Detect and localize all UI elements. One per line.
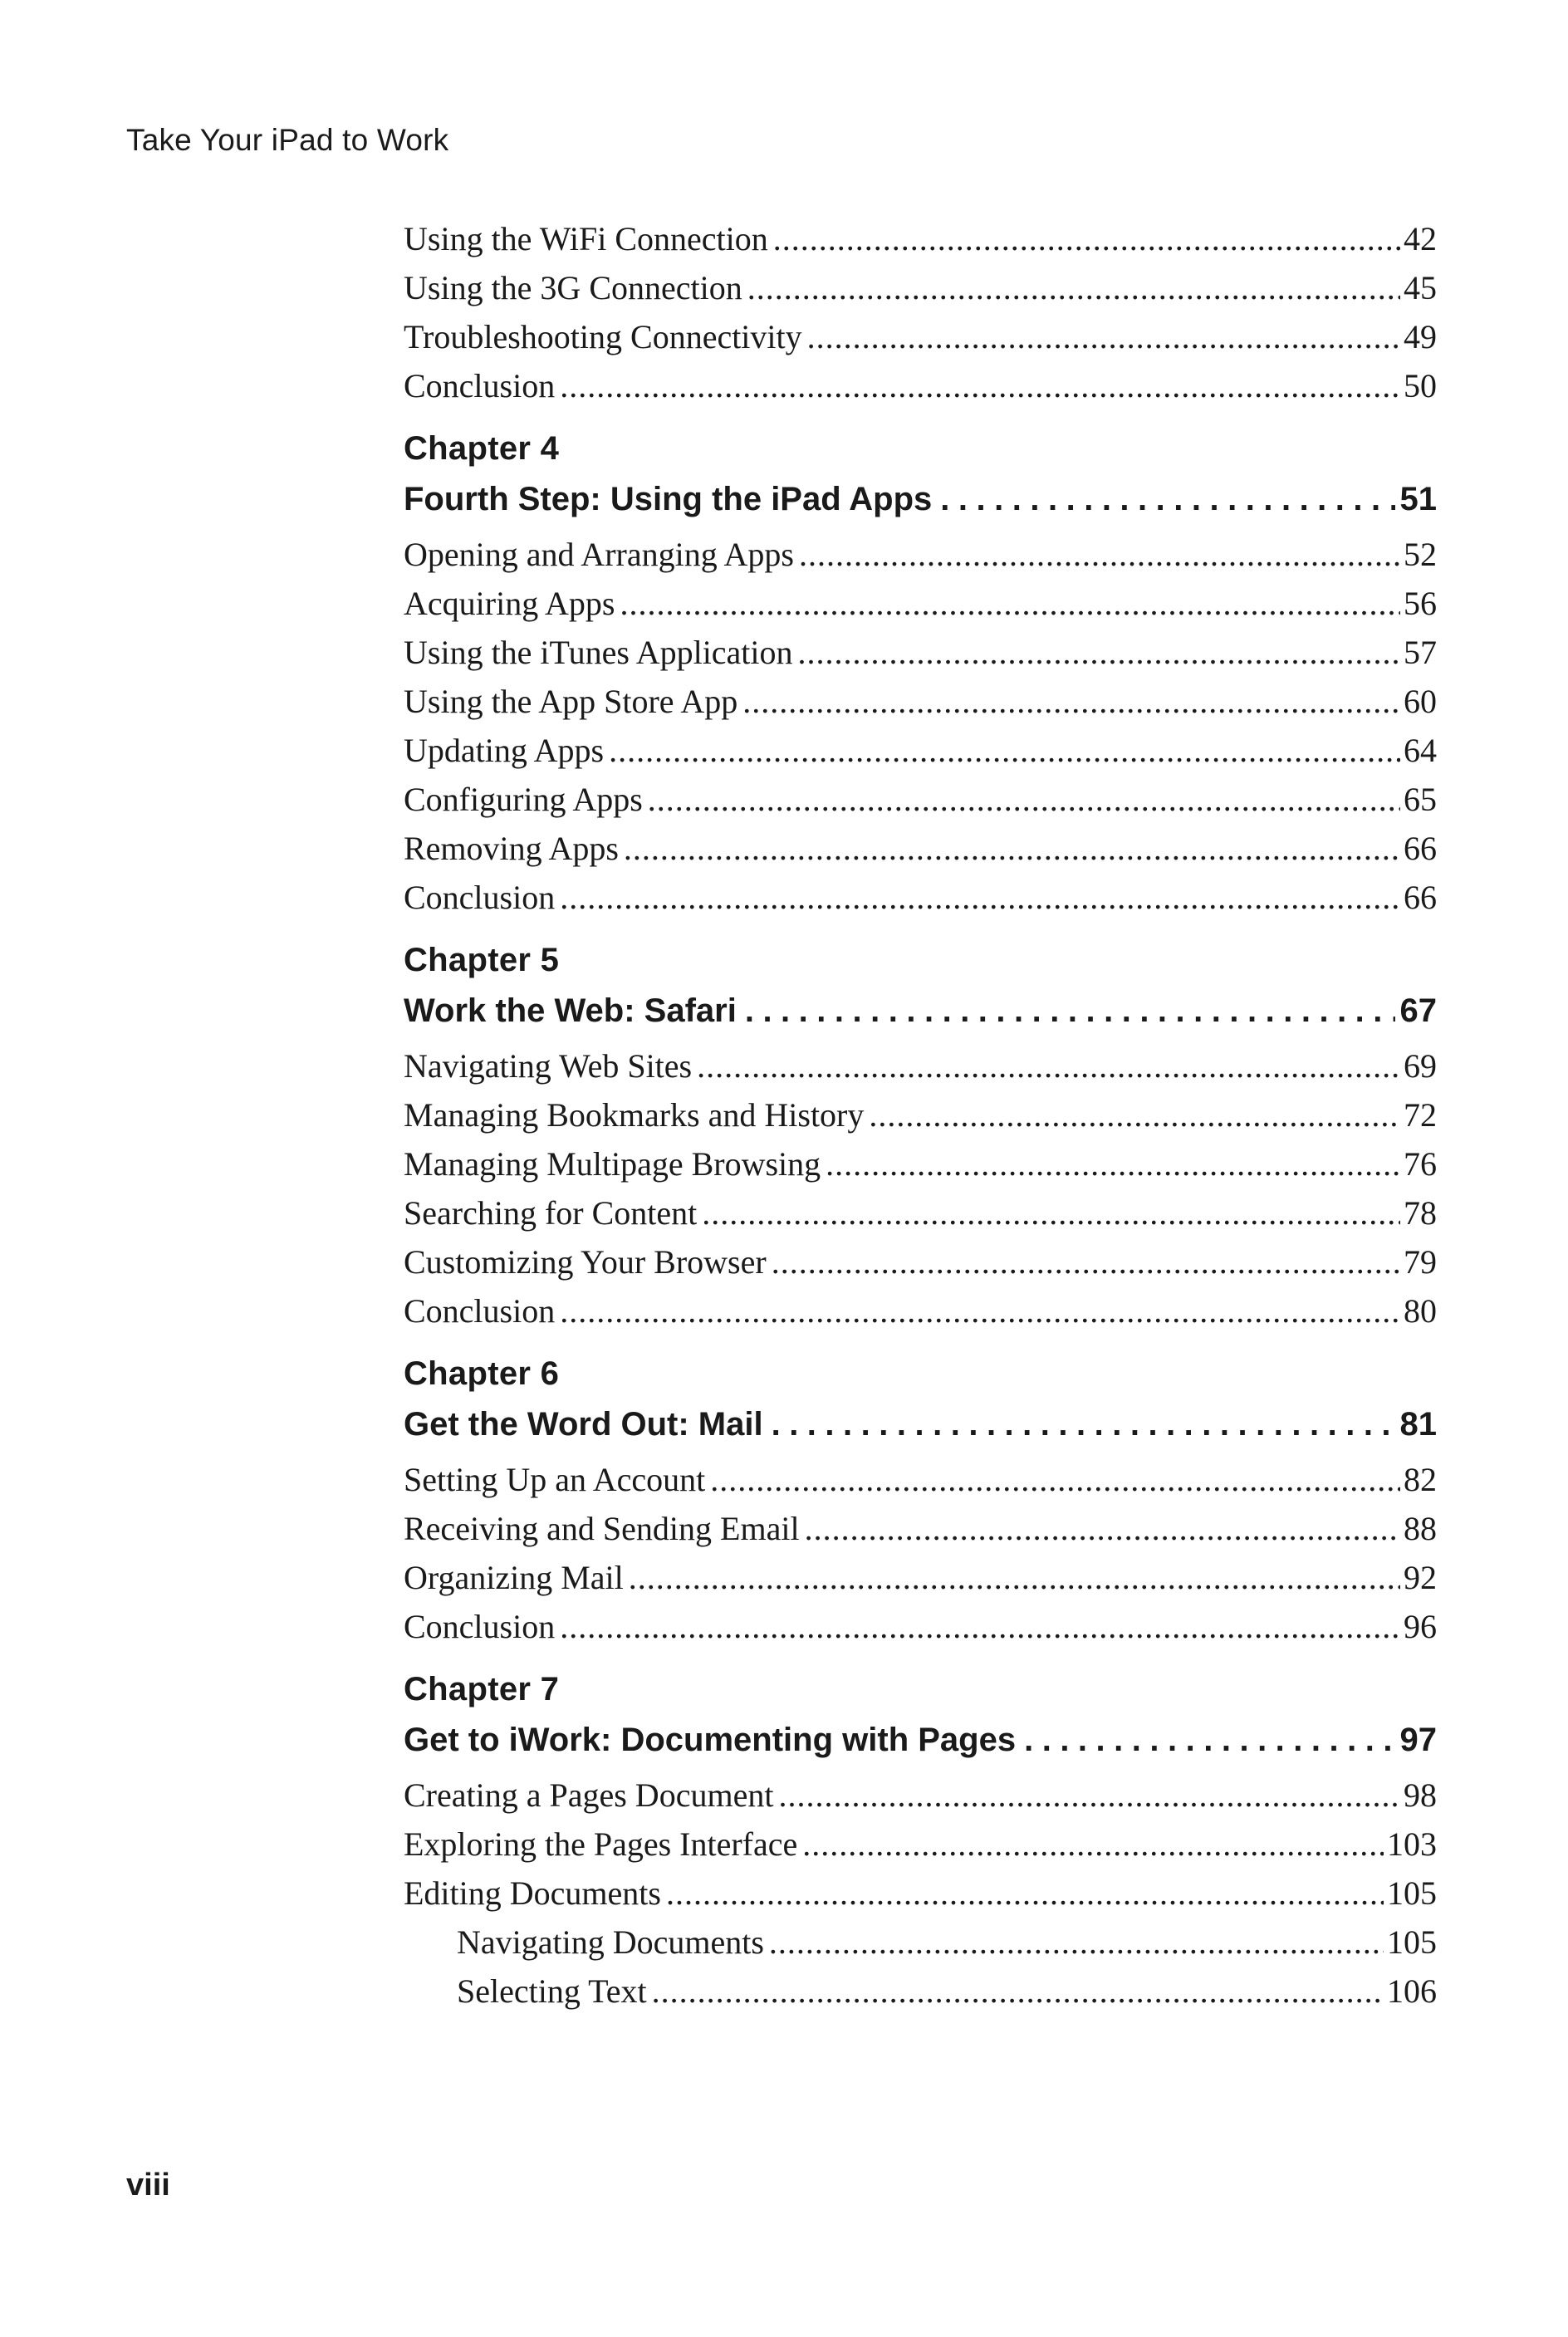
entry-title: Configuring Apps xyxy=(404,781,643,818)
entry-page: 78 xyxy=(1404,1194,1437,1232)
entry-page: 50 xyxy=(1404,367,1437,404)
entry-page: 96 xyxy=(1404,1608,1437,1645)
entry-title: Removing Apps xyxy=(404,830,619,867)
dot-leader xyxy=(799,530,1400,579)
entry-title: Using the 3G Connection xyxy=(404,269,742,306)
entry-page: 56 xyxy=(1404,585,1437,622)
toc-entry[interactable] xyxy=(404,1504,1437,1553)
entry-title: Troubleshooting Connectivity xyxy=(404,318,802,355)
entry-page: 60 xyxy=(1404,683,1437,720)
toc-entry[interactable] xyxy=(404,775,1437,824)
toc-entry[interactable] xyxy=(404,361,1437,410)
dot-leader xyxy=(560,873,1400,922)
toc-entry[interactable] xyxy=(404,1041,1437,1090)
chapter-label: Chapter 5 xyxy=(404,942,560,978)
entry-title: Customizing Your Browser xyxy=(404,1243,767,1281)
entry-page: 92 xyxy=(1404,1559,1437,1596)
dot-leader xyxy=(807,312,1400,361)
entry-title: Conclusion xyxy=(404,879,556,916)
entry-title: Using the iTunes Application xyxy=(404,634,793,671)
toc-entry[interactable] xyxy=(404,1237,1437,1286)
dot-leader xyxy=(769,1918,1384,1967)
toc-subentry[interactable] xyxy=(404,1918,1437,1967)
chapter-page: 81 xyxy=(1399,1406,1437,1443)
dot-leader xyxy=(826,1139,1400,1188)
chapter-title-link[interactable] xyxy=(404,1712,1437,1767)
entry-page: 57 xyxy=(1404,634,1437,671)
dot-leader xyxy=(747,263,1400,312)
toc-entry[interactable] xyxy=(404,628,1437,677)
dot-leader xyxy=(1024,1712,1394,1767)
dot-leader xyxy=(697,1041,1400,1090)
toc-entry[interactable] xyxy=(404,1869,1437,1918)
dot-leader xyxy=(742,677,1400,726)
chapter-title-link[interactable] xyxy=(404,1397,1437,1452)
dot-leader xyxy=(648,775,1400,824)
toc-entry[interactable] xyxy=(404,824,1437,873)
entry-title: Managing Multipage Browsing xyxy=(404,1145,821,1183)
dot-leader xyxy=(666,1869,1384,1918)
dot-leader xyxy=(560,361,1400,410)
dot-leader xyxy=(710,1455,1400,1504)
entry-title: Selecting Text xyxy=(457,1972,647,2010)
entry-title: Managing Bookmarks and History xyxy=(404,1096,865,1134)
dot-leader xyxy=(702,1188,1400,1237)
entry-page: 82 xyxy=(1404,1461,1437,1498)
entry-title: Setting Up an Account xyxy=(404,1461,706,1498)
continuation-entries xyxy=(404,214,1437,410)
dot-leader xyxy=(629,1553,1400,1602)
entry-title: Using the App Store App xyxy=(404,683,738,720)
entry-title: Conclusion xyxy=(404,1292,556,1330)
dot-leader xyxy=(778,1771,1400,1820)
entry-title: Opening and Arranging Apps xyxy=(404,536,794,573)
entry-title: Conclusion xyxy=(404,367,556,404)
entry-title: Organizing Mail xyxy=(404,1559,624,1596)
dot-leader xyxy=(798,628,1400,677)
toc-entry[interactable] xyxy=(404,726,1437,775)
chapter-title: Get the Word Out: Mail xyxy=(404,1406,763,1443)
running-head: Take Your iPad to Work xyxy=(126,123,449,157)
entry-page: 69 xyxy=(1404,1047,1437,1085)
toc-entry[interactable] xyxy=(404,312,1437,361)
entry-page: 79 xyxy=(1404,1243,1437,1281)
entry-title: Exploring the Pages Interface xyxy=(404,1825,798,1863)
entry-page: 105 xyxy=(1387,1874,1437,1912)
toc-entry[interactable] xyxy=(404,873,1437,922)
dot-leader xyxy=(772,1397,1395,1452)
entry-page: 66 xyxy=(1404,879,1437,916)
dot-leader xyxy=(773,214,1400,263)
toc-entry[interactable] xyxy=(404,263,1437,312)
chapter-label: Chapter 6 xyxy=(404,1355,560,1392)
page-folio: viii xyxy=(126,2168,170,2202)
entry-title: Searching for Content xyxy=(404,1194,698,1232)
chapter-title: Work the Web: Safari xyxy=(404,992,737,1029)
chapter-block-7 xyxy=(404,1666,1437,2016)
entry-page: 72 xyxy=(1404,1096,1437,1134)
entry-page: 42 xyxy=(1404,220,1437,257)
entry-page: 106 xyxy=(1387,1972,1437,2010)
toc-entry[interactable] xyxy=(404,1771,1437,1820)
toc-entry[interactable] xyxy=(404,1820,1437,1869)
toc-entry[interactable] xyxy=(404,530,1437,579)
chapter-title: Get to iWork: Documenting with Pages xyxy=(404,1722,1017,1758)
toc-entry[interactable] xyxy=(404,214,1437,263)
chapter-label: Chapter 7 xyxy=(404,1671,560,1707)
entry-page: 103 xyxy=(1387,1825,1437,1863)
chapter-block-4 xyxy=(404,425,1437,922)
toc-entry[interactable] xyxy=(404,579,1437,628)
entry-page: 76 xyxy=(1404,1145,1437,1183)
toc-entry[interactable] xyxy=(404,1553,1437,1602)
entry-title: Updating Apps xyxy=(404,732,605,769)
chapter-title-link[interactable] xyxy=(404,983,1437,1038)
entry-page: 98 xyxy=(1404,1776,1437,1814)
entry-page: 52 xyxy=(1404,536,1437,573)
dot-leader xyxy=(560,1602,1400,1651)
dot-leader xyxy=(652,1967,1384,2016)
toc-entry[interactable] xyxy=(404,1139,1437,1188)
entry-title: Acquiring Apps xyxy=(404,585,615,622)
entry-page: 80 xyxy=(1404,1292,1437,1330)
entry-title: Receiving and Sending Email xyxy=(404,1510,800,1547)
entry-page: 88 xyxy=(1404,1510,1437,1547)
toc-entry[interactable] xyxy=(404,1090,1437,1139)
entry-page: 45 xyxy=(1404,269,1437,306)
entry-title: Conclusion xyxy=(404,1608,556,1645)
entry-page: 105 xyxy=(1387,1923,1437,1961)
dot-leader xyxy=(802,1820,1384,1869)
entry-title: Navigating Web Sites xyxy=(404,1047,693,1085)
entry-title: Using the WiFi Connection xyxy=(404,220,768,257)
dot-leader xyxy=(560,1286,1400,1335)
chapter-title: Fourth Step: Using the iPad Apps xyxy=(404,481,933,517)
dot-leader xyxy=(772,1237,1400,1286)
entry-title: Editing Documents xyxy=(404,1874,661,1912)
toc-entry[interactable] xyxy=(404,1188,1437,1237)
chapter-title-link[interactable] xyxy=(404,472,1437,527)
toc-entry[interactable] xyxy=(404,1455,1437,1504)
entry-title: Navigating Documents xyxy=(457,1923,764,1961)
dot-leader xyxy=(805,1504,1400,1553)
chapter-block-6 xyxy=(404,1350,1437,1651)
dot-leader xyxy=(609,726,1400,775)
toc-entry[interactable] xyxy=(404,1286,1437,1335)
entry-page: 65 xyxy=(1404,781,1437,818)
entry-title: Creating a Pages Document xyxy=(404,1776,774,1814)
chapter-page: 97 xyxy=(1399,1722,1437,1758)
chapter-page: 51 xyxy=(1399,481,1437,517)
entry-page: 64 xyxy=(1404,732,1437,769)
dot-leader xyxy=(940,472,1394,527)
toc-entry[interactable] xyxy=(404,677,1437,726)
dot-leader xyxy=(869,1090,1400,1139)
entry-page: 49 xyxy=(1404,318,1437,355)
dot-leader xyxy=(624,824,1400,873)
entry-page: 66 xyxy=(1404,830,1437,867)
chapter-page: 67 xyxy=(1399,992,1437,1029)
chapter-block-5 xyxy=(404,937,1437,1335)
dot-leader xyxy=(620,579,1400,628)
dot-leader xyxy=(745,983,1395,1038)
toc-entry[interactable] xyxy=(404,1602,1437,1651)
toc-subentry[interactable] xyxy=(404,1967,1437,2016)
chapter-label: Chapter 4 xyxy=(404,430,560,467)
table-of-contents xyxy=(404,214,1437,2016)
